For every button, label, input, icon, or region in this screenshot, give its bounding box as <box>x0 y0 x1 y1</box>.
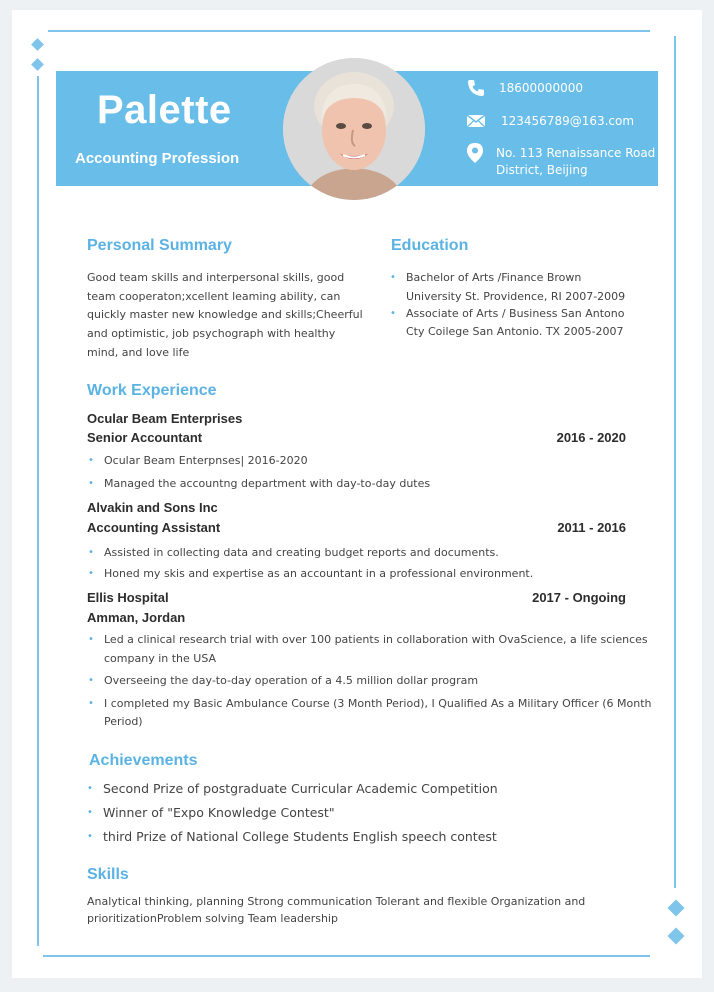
job-bullet: • Ocular Beam Enterpnses| 2016-2020 <box>104 451 308 470</box>
job-company: Alvakin and Sons Inc <box>87 500 218 515</box>
job-role: Accounting Assistant <box>87 520 221 535</box>
job-years: 2016 - 2020 <box>556 430 626 445</box>
email-address: 123456789@163.com <box>501 114 635 128</box>
job-years: 2011 - 2016 <box>557 520 626 535</box>
job-location: Amman, Jordan <box>87 610 186 625</box>
job-bullet: • Assisted in collecting data and creating budget reports and documents. <box>104 543 499 562</box>
job-role: Senior Accountant <box>87 430 203 445</box>
job-bullet-continuation: Period) <box>104 715 143 728</box>
education-item-detail: Cty Coilege San Antonio. TX 2005-2007 <box>406 325 624 338</box>
email-icon <box>466 113 486 129</box>
job-bullet: • Led a clinical research trial with over 100 patients in collaboration with OvaScience, a life sciences <box>104 630 648 649</box>
skills-line: Analytical thinking, planning Strong communication Tolerant and flexible Organization and <box>87 895 586 908</box>
top-border-line <box>48 30 650 32</box>
address-line-1: No. 113 Renaissance Road <box>496 146 656 160</box>
left-border-line <box>37 76 39 946</box>
summary-line: team cooperaton;xcellent leaming ability, can <box>87 290 341 303</box>
education-item-detail: University St. Providence, RI 2007-2009 <box>406 290 626 303</box>
education-item: • Bachelor of Arts /Finance Brown <box>406 268 581 287</box>
location-pin-icon <box>467 143 483 163</box>
summary-line: mind, and love life <box>87 346 190 359</box>
summary-line: and optimistic, job psychograph with healthy <box>87 327 336 340</box>
candidate-name: Palette <box>97 88 232 132</box>
achievement-item: • Winner of "Expo Knowledge Contest" <box>103 803 335 822</box>
bottom-border-line <box>43 955 650 957</box>
phone-icon <box>466 78 486 98</box>
job-bullet-continuation: company in the USA <box>104 652 217 665</box>
achievement-item: • Second Prize of postgraduate Curricular Academic Competition <box>103 779 498 798</box>
job-company: Ellis Hospital <box>87 590 169 605</box>
work-experience-heading: Work Experience <box>87 382 217 399</box>
achievement-item: • third Prize of National College Students English speech contest <box>103 827 497 846</box>
summary-line: Good team skills and interpersonal skills, good <box>87 271 345 284</box>
job-company: Ocular Beam Enterprises <box>87 411 243 426</box>
address-line-2: District, Beijing <box>496 163 588 177</box>
summary-line: quickly master new knowledge and skills;Cheerful <box>87 308 363 321</box>
phone-number: 18600000000 <box>499 81 583 95</box>
job-bullet: • Honed my skis and expertise as an accountant in a professional environment. <box>104 564 533 583</box>
skills-heading: Skills <box>87 866 129 883</box>
skills-line: prioritizationProblem solving Team leadership <box>87 912 338 925</box>
profile-photo <box>283 58 425 200</box>
job-bullet: • Managed the accountng department with day-to-day dutes <box>104 474 430 493</box>
job-years: 2017 - Ongoing <box>532 590 626 605</box>
education-heading: Education <box>391 237 469 254</box>
job-bullet: • I completed my Basic Ambulance Course (3 Month Period), I Qualified As a Military Officer (6 Month <box>104 694 651 713</box>
job-bullet: • Overseeing the day-to-day operation of a 4.5 million dollar program <box>104 671 478 690</box>
achievements-heading: Achievements <box>89 752 198 769</box>
education-item: • Associate of Arts / Business San Antono <box>406 304 624 323</box>
portrait-illustration <box>283 58 425 200</box>
personal-summary-heading: Personal Summary <box>87 237 232 254</box>
right-border-line <box>674 36 676 888</box>
candidate-profession: Accounting Profession <box>75 150 240 167</box>
